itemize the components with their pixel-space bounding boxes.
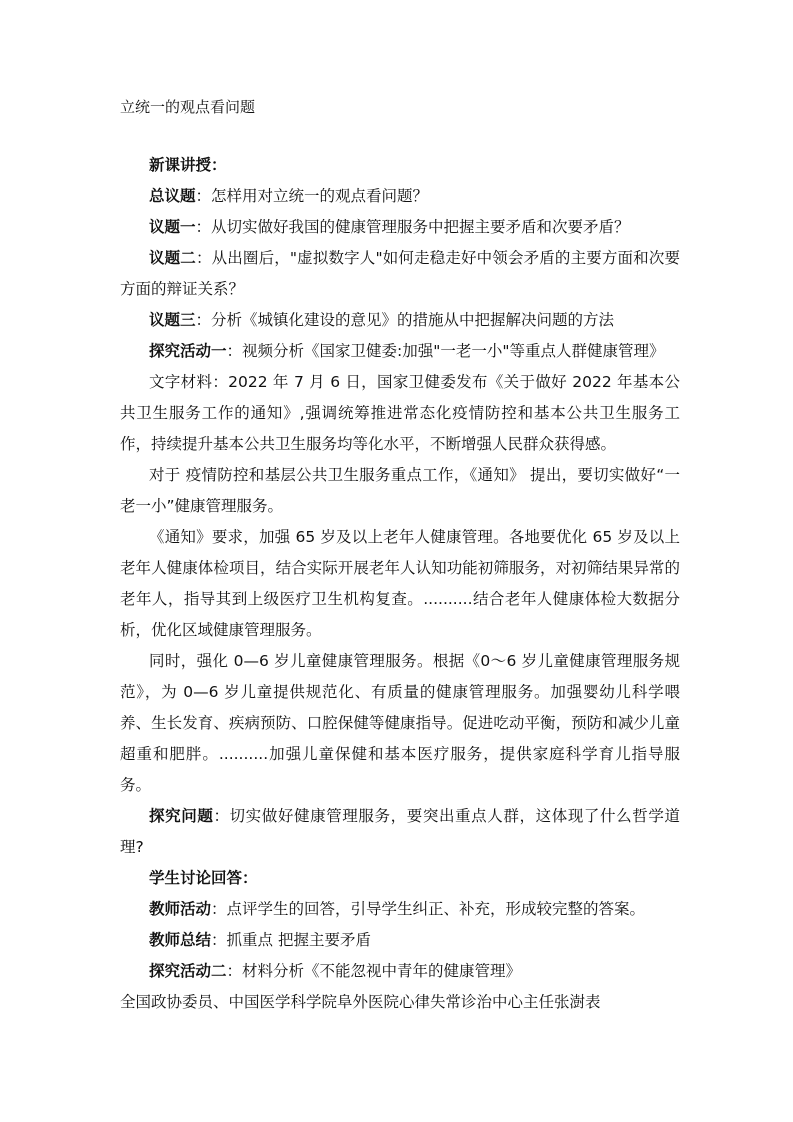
topic-two-text: ：从出圈后，"虚拟数字人"如何走稳走好中领会矛盾的主要方面和次要方面的辩证关系？ — [120, 249, 680, 298]
activity-one-label: 探究活动一 — [149, 342, 227, 360]
teacher-activity-label: 教师活动 — [149, 900, 212, 918]
topic-one — [120, 212, 680, 243]
teacher-summary-label: 教师总结 — [149, 931, 212, 949]
activity-two — [120, 956, 680, 987]
material-paragraph-1: 文字材料：2022 年 7 月 6 日，国家卫健委发布《关于做好 2022 年基本公共卫生服务工作的通知》,强调统筹推进常态化疫情防控和基本公共卫生服务工作，持续提升基本公共卫生服务均等化水平，不断增强人民群众获得感。 — [120, 373, 680, 453]
topic-one-label: 议题一 — [149, 218, 196, 236]
inquiry-question-label: 探究问题 — [149, 807, 214, 825]
topic-three-text: ：分析《城镇化建设的意见》的措施从中把握解决问题的方法 — [195, 311, 615, 329]
inquiry-question-text: ：切实做好健康管理服务，要突出重点人群，这体现了什么哲学道理? — [120, 807, 680, 856]
section-title-label: 新课讲授： — [149, 156, 227, 174]
material-paragraph-2: 对于 疫情防控和基层公共卫生服务重点工作，《通知》 提出，要切实做好“一老一小”健康管理服务。 — [120, 466, 680, 515]
activity-one — [120, 336, 680, 367]
topic-two — [120, 243, 680, 305]
lesson-content — [120, 150, 680, 1018]
activity-two-text: ：材料分析《不能忽视中青年的健康管理》 — [226, 962, 522, 980]
material-paragraph-3: 《通知》要求，加强 65 岁及以上老年人健康管理。各地要优化 65 岁及以上老年人健康体检项目，结合实际开展老年人认知功能初筛服务，对初筛结果异常的老年人，指导其到上级医疗卫生机构复查。..........结合老年人健康体检大数据分析，优化区域健康管理服务。 — [120, 528, 680, 639]
student-discussion — [120, 863, 680, 894]
section-title — [120, 150, 680, 181]
student-discussion-label: 学生讨论回答： — [149, 869, 258, 887]
last-line: 全国政协委员、中国医学科学院阜外医院心律失常诊治中心主任张澍表 — [120, 993, 601, 1011]
topic-three — [120, 305, 680, 336]
heading-line: 立统一的观点看问题 — [120, 98, 256, 116]
topic-main-label: 总议题 — [149, 187, 196, 205]
topic-main-text: ：怎样用对立统一的观点看问题？ — [195, 187, 429, 205]
teacher-summary-text: ：抓重点 把握主要矛盾 — [211, 931, 371, 949]
topic-three-label: 议题三 — [149, 311, 196, 329]
activity-one-text: ：视频分析《国家卫健委:加强"一老一小"等重点人群健康管理》 — [226, 342, 665, 360]
activity-two-label: 探究活动二 — [149, 962, 227, 980]
teacher-summary — [120, 925, 680, 956]
inquiry-question — [120, 801, 680, 863]
topic-main — [120, 181, 680, 212]
teacher-activity-text: ：点评学生的回答，引导学生纠正、补充，形成较完整的答案。 — [211, 900, 646, 918]
material-paragraph-4: 同时，强化 0—6 岁儿童健康管理服务。根据《0～6 岁儿童健康管理服务规范》，为 0—6 岁儿童提供规范化、有质量的健康管理服务。加强婴幼儿科学喂养、生长发育、疾病预防、口腔保健等健康指导。促进吃动平衡，预防和减少儿童超重和肥胖。..........加强儿童保健和基本医疗服务，提供家庭科学育儿指导服务。 — [120, 652, 680, 794]
teacher-activity — [120, 894, 680, 925]
topic-one-text: ：从切实做好我国的健康管理服务中把握主要矛盾和次要矛盾？ — [195, 218, 630, 236]
topic-two-label: 议题二 — [149, 249, 196, 267]
